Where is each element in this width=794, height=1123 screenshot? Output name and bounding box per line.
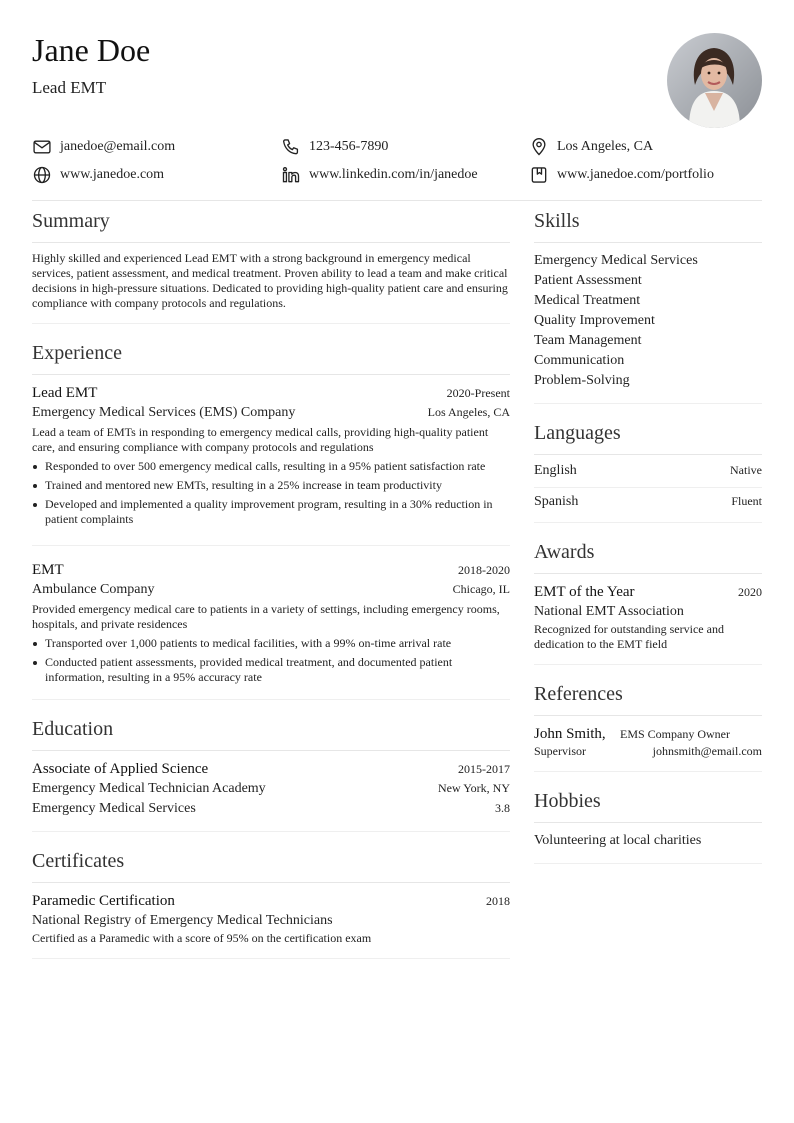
contact-linkedin[interactable] xyxy=(281,165,478,185)
language-name: Spanish xyxy=(534,494,579,509)
education-dates: 2015-2017 xyxy=(458,762,510,776)
degree-name: Associate of Applied Science xyxy=(32,761,209,777)
award-year: 2020 xyxy=(738,585,762,599)
resume-page xyxy=(32,0,762,1123)
hobby-item: Volunteering at local charities xyxy=(534,833,702,848)
main-column xyxy=(32,208,510,975)
reference-email[interactable]: johnsmith@email.com xyxy=(652,744,762,758)
job-location: Chicago, IL xyxy=(452,582,510,596)
experience-entry xyxy=(32,383,510,546)
certificate-issuer: National Registry of Emergency Medical Technicians xyxy=(32,913,333,928)
awards-section xyxy=(534,539,762,665)
achievement-item: Transported over 1,000 patients to medical facilities, with a 99% on-time arrival rate xyxy=(32,636,510,651)
candidate-title: Lead EMT xyxy=(32,78,107,97)
globe-icon xyxy=(32,165,52,185)
experience-section xyxy=(32,340,510,700)
linkedin-text: www.linkedin.com/in/janedoe xyxy=(309,167,478,182)
job-achievements xyxy=(32,636,510,685)
website-text: www.janedoe.com xyxy=(60,167,165,182)
contact-email[interactable] xyxy=(32,137,175,157)
map-pin-icon xyxy=(529,137,549,157)
school-location: New York, NY xyxy=(437,781,510,795)
language-level: Native xyxy=(730,463,762,477)
summary-heading: Summary xyxy=(32,208,510,243)
certificate-name: Paramedic Certification xyxy=(32,893,175,909)
candidate-name: Jane Doe xyxy=(32,32,151,68)
portrait-illustration xyxy=(667,33,762,128)
job-location: Los Angeles, CA xyxy=(427,405,510,419)
job-description: Provided emergency medical care to patients in a variety of settings, including emergency rooms, hospitals, and private residences xyxy=(32,602,500,631)
summary-section xyxy=(32,208,510,324)
reference-position: Supervisor xyxy=(534,744,586,758)
achievement-item: Responded to over 500 emergency medical calls, resulting in a 95% patient satisfaction rate xyxy=(32,459,510,474)
job-role: Lead EMT xyxy=(32,385,98,401)
hobbies-section xyxy=(534,788,762,864)
profile-photo xyxy=(667,33,762,128)
language-item xyxy=(534,457,762,487)
award-description: Recognized for outstanding service and dedication to the EMT field xyxy=(534,622,724,651)
certificates-section xyxy=(32,848,510,959)
job-company: Ambulance Company xyxy=(32,582,155,597)
portfolio-icon xyxy=(529,165,549,185)
experience-heading: Experience xyxy=(32,340,510,375)
skill-item: Communication xyxy=(534,353,625,368)
language-level: Fluent xyxy=(731,494,762,508)
job-dates: 2018-2020 xyxy=(458,563,510,577)
certificate-description: Certified as a Paramedic with a score of 95% on the certification exam xyxy=(32,931,372,945)
job-achievements xyxy=(32,459,510,527)
job-dates: 2020-Present xyxy=(446,386,510,400)
summary-text: Highly skilled and experienced Lead EMT with a strong background in emergency medical services, patient assessment, and medical treatment. Proven ability to lead a team and make critical decisions in high-pressure situations. Dedicated to providing high-quality patient care and ensuring compliance with company protocols and regulations. xyxy=(32,251,508,310)
email-text: janedoe@email.com xyxy=(60,139,176,154)
achievement-item: Trained and mentored new EMTs, resulting in a 25% increase in team productivity xyxy=(32,478,510,493)
skill-item: Team Management xyxy=(534,333,642,348)
gpa-value: 3.8 xyxy=(495,801,510,815)
language-item xyxy=(534,487,762,518)
skill-item: Patient Assessment xyxy=(534,273,642,288)
location-text: Los Angeles, CA xyxy=(557,139,654,154)
field-of-study: Emergency Medical Services xyxy=(32,801,196,816)
skills-heading: Skills xyxy=(534,208,762,243)
skill-item: Quality Improvement xyxy=(534,313,655,328)
header-divider xyxy=(32,200,762,201)
languages-heading: Languages xyxy=(534,420,762,455)
education-section xyxy=(32,716,510,832)
award-name: EMT of the Year xyxy=(534,584,635,600)
contact-location xyxy=(529,137,653,157)
school-name: Emergency Medical Technician Academy xyxy=(32,781,266,796)
job-description: Lead a team of EMTs in responding to emergency medical calls, providing high-quality patient care, and ensuring compliance with company protocols and regulations xyxy=(32,425,489,454)
reference-company: EMS Company Owner xyxy=(620,727,730,741)
hobbies-heading: Hobbies xyxy=(534,788,762,823)
job-role: EMT xyxy=(32,562,64,578)
experience-entry xyxy=(32,560,510,699)
skill-item: Emergency Medical Services xyxy=(534,253,698,268)
references-section xyxy=(534,681,762,772)
achievement-item: Developed and implemented a quality improvement program, resulting in a 30% reduction in patient complaints xyxy=(32,497,510,527)
languages-section xyxy=(534,420,762,523)
skill-item: Medical Treatment xyxy=(534,293,641,308)
reference-name: John Smith, xyxy=(534,726,606,742)
education-heading: Education xyxy=(32,716,510,751)
language-name: English xyxy=(534,463,577,478)
mail-icon xyxy=(32,137,52,157)
contact-portfolio[interactable] xyxy=(529,165,714,185)
skill-item: Problem-Solving xyxy=(534,373,630,388)
references-heading: References xyxy=(534,681,762,716)
portfolio-text: www.janedoe.com/portfolio xyxy=(557,167,714,182)
achievement-item: Conducted patient assessments, provided medical treatment, and documented patient information, resulting in a 95% accuracy rate xyxy=(32,655,510,685)
linkedin-icon xyxy=(281,165,301,185)
phone-text: 123-456-7890 xyxy=(309,139,389,154)
contact-phone[interactable] xyxy=(281,137,388,157)
award-issuer: National EMT Association xyxy=(534,604,684,619)
certificates-heading: Certificates xyxy=(32,848,510,883)
phone-icon xyxy=(281,137,301,157)
skills-section xyxy=(534,208,762,404)
job-company: Emergency Medical Services (EMS) Company xyxy=(32,405,296,420)
awards-heading: Awards xyxy=(534,539,762,574)
certificate-year: 2018 xyxy=(486,894,510,908)
contact-website[interactable] xyxy=(32,165,164,185)
side-column xyxy=(534,208,762,880)
